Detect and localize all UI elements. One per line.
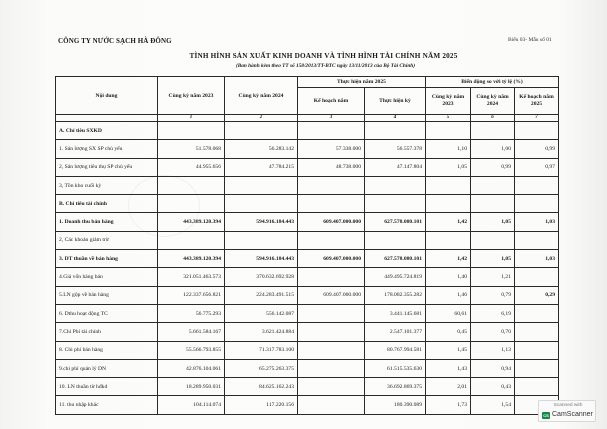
cell-var-plan-2025: 1,03 [515, 213, 559, 231]
cell-same-2024: 117.220.156 [225, 396, 298, 414]
cell-var-2023 [426, 195, 471, 213]
table-row [56, 158, 559, 176]
cell-actual-period: 80.767.994.581 [365, 341, 426, 359]
column-number: 6 [471, 115, 515, 122]
row-label: 8. Chi phí bán hàng [56, 341, 158, 359]
cell-var-2023: 1,46 [426, 286, 471, 304]
cell-var-2023: 1,42 [426, 250, 471, 268]
cell-var-2023 [426, 176, 471, 194]
column-number: 4 [365, 115, 426, 122]
cell-var-plan-2025 [515, 122, 559, 140]
cell-actual-period: 627.578.080.101 [365, 250, 426, 268]
cell-plan-year [298, 176, 365, 194]
cell-plan-year [298, 341, 365, 359]
table-row [56, 323, 559, 341]
row-label: A. Chỉ tiêu SXKD [56, 122, 158, 140]
cell-same-2023: 104.114.074 [158, 396, 225, 414]
cell-plan-year [298, 195, 365, 213]
header-variance: Biến động so với tỷ lệ (%) [426, 77, 559, 88]
row-label: 11. thu nhập khác [56, 396, 158, 414]
report-subtitle: (Ban hành kèm theo TT số 158/2013/TT-BTC ngày 13/11/2013 của Bộ Tài Chính) [235, 63, 416, 69]
cell-same-2024: 594.916.184.443 [225, 250, 298, 268]
cell-actual-period: 627.578.080.101 [365, 213, 426, 231]
column-number-empty [56, 115, 158, 122]
cell-same-2023: 122.337.656.821 [158, 286, 225, 304]
header-same-2023: Cùng kỳ năm 2023 [158, 77, 225, 115]
cell-plan-year [298, 231, 365, 249]
cell-var-2023: 0,45 [426, 323, 471, 341]
table-row [56, 213, 559, 231]
cell-actual-period [365, 231, 426, 249]
row-label: 1. Doanh thu bán hàng [56, 213, 158, 231]
report-title: TÌNH HÌNH SẢN XUẤT KINH DOANH VÀ TÌNH HÌNH TÀI CHÍNH NĂM 2025 [189, 52, 458, 60]
cell-var-2024: 0,94 [471, 359, 515, 377]
cell-same-2024: 224.283.491.515 [225, 286, 298, 304]
column-number: 3 [298, 115, 365, 122]
cell-same-2024 [225, 231, 298, 249]
cell-same-2024: 65.275.263.375 [225, 359, 298, 377]
cell-var-2023: 1,43 [426, 359, 471, 377]
cell-plan-year [298, 323, 365, 341]
table-row [56, 396, 559, 414]
table-row [56, 341, 559, 359]
cell-actual-period [365, 176, 426, 194]
column-number: 2 [225, 115, 298, 122]
cell-same-2024: 370.632.692.928 [225, 268, 298, 286]
table-row [56, 176, 559, 194]
form-code: Biểu 03- Mẫu số 01 [508, 37, 552, 43]
cell-actual-period [365, 122, 426, 140]
cell-var-plan-2025 [515, 195, 559, 213]
cell-actual-period [365, 195, 426, 213]
cell-var-2023: 1,42 [426, 213, 471, 231]
row-label: 7.Chi Phí tài chính [56, 323, 158, 341]
cell-actual-period: 36.692.869.375 [365, 378, 426, 396]
cell-var-2024: 1,54 [471, 396, 515, 414]
cell-same-2023: 56.775.293 [158, 304, 225, 322]
report-table [55, 76, 559, 415]
cell-var-2023: 1,10 [426, 140, 471, 158]
cell-var-2024 [471, 176, 515, 194]
cell-actual-period: 47.147.804 [365, 158, 426, 176]
cell-plan-year: 609.407.000.000 [298, 286, 365, 304]
cell-var-2024: 0,70 [471, 323, 515, 341]
cell-plan-year: 609.407.000.000 [298, 250, 365, 268]
cell-var-2024: 1,05 [471, 213, 515, 231]
table-row [56, 359, 559, 377]
row-label: 1. Sản lượng SX SP chủ yếu [56, 140, 158, 158]
table-row [56, 304, 559, 322]
cell-same-2023: 321.051.463.573 [158, 268, 225, 286]
cell-same-2023: 443.389.120.394 [158, 250, 225, 268]
cell-actual-period: 61.515.535.630 [365, 359, 426, 377]
cell-actual-period: 56.557.378 [365, 140, 426, 158]
cell-var-2024 [471, 122, 515, 140]
column-number: 7 [515, 115, 559, 122]
header-row-top [56, 77, 559, 88]
cell-var-plan-2025: 1,03 [515, 250, 559, 268]
cell-same-2024: 71.317.783.100 [225, 341, 298, 359]
row-label: 4.Giá vốn hàng bán [56, 268, 158, 286]
camscanner-logo-icon: CS [543, 413, 549, 418]
cell-plan-year: 609.407.000.000 [298, 213, 365, 231]
cell-same-2023 [158, 231, 225, 249]
cell-var-plan-2025 [515, 341, 559, 359]
row-label: B. Chỉ tiêu tài chính [56, 195, 158, 213]
cell-same-2023 [158, 176, 225, 194]
cell-same-2024 [225, 176, 298, 194]
header-plan-year: Kế hoạch năm [298, 88, 365, 115]
cell-var-plan-2025: 0,99 [515, 140, 559, 158]
cell-same-2024: 84.625.162.243 [225, 378, 298, 396]
table-row [56, 231, 559, 249]
cell-same-2023: 443.389.120.394 [158, 213, 225, 231]
cell-plan-year [298, 304, 365, 322]
cell-var-2024 [471, 195, 515, 213]
cell-var-2024 [471, 231, 515, 249]
cell-var-2023: 2,01 [426, 378, 471, 396]
cell-var-2024: 0,99 [471, 158, 515, 176]
cell-var-2024: 1,00 [471, 140, 515, 158]
cell-var-2023: 1,05 [426, 158, 471, 176]
cell-var-plan-2025 [515, 378, 559, 396]
header-actual-2025: Thực hiện năm 2025 [298, 77, 426, 88]
cell-actual-period: 180.390.089 [365, 396, 426, 414]
cell-var-plan-2025 [515, 304, 559, 322]
cell-same-2024: 3.621.424.884 [225, 323, 298, 341]
cell-plan-year [298, 396, 365, 414]
header-same-2024: Cùng kỳ năm 2024 [225, 77, 298, 115]
row-label: 9.chi phí quản lý DN [56, 359, 158, 377]
cell-plan-year: 57.338.000 [298, 140, 365, 158]
cell-var-2023: 60,61 [426, 304, 471, 322]
cell-var-2024: 1,05 [471, 250, 515, 268]
camscanner-badge [538, 400, 596, 422]
cell-plan-year [298, 122, 365, 140]
row-label: 3. DT thuần về bán hàng [56, 250, 158, 268]
table-row [56, 195, 559, 213]
table-row [56, 378, 559, 396]
camscanner-name: CamScanner [552, 411, 593, 418]
cell-var-2024: 1,21 [471, 268, 515, 286]
cell-same-2023: 18.289.950.031 [158, 378, 225, 396]
cell-var-plan-2025 [515, 268, 559, 286]
row-label: 2, Các khoản giảm trừ [56, 231, 158, 249]
cell-var-2023: 1,45 [426, 341, 471, 359]
cell-plan-year [298, 359, 365, 377]
cell-same-2024 [225, 122, 298, 140]
cell-same-2023: 51.578.068 [158, 140, 225, 158]
cell-var-2024: 6,19 [471, 304, 515, 322]
cell-var-2024: 0,43 [471, 378, 515, 396]
cell-same-2024 [225, 195, 298, 213]
cell-var-2023: 1,40 [426, 268, 471, 286]
cell-same-2024: 594.916.184.443 [225, 213, 298, 231]
cell-actual-period: 3.441.145.681 [365, 304, 426, 322]
row-label: 3, Tồn kho cuối kỳ [56, 176, 158, 194]
cell-same-2024: 47.784.215 [225, 158, 298, 176]
cell-var-plan-2025: 0,29 [515, 286, 559, 304]
cell-var-plan-2025 [515, 359, 559, 377]
row-label: 6. Dthu hoạt động TC [56, 304, 158, 322]
cell-plan-year [298, 378, 365, 396]
cell-same-2023 [158, 195, 225, 213]
cell-var-plan-2025: 0,97 [515, 158, 559, 176]
row-label: 5.LN gộp về bán hàng [56, 286, 158, 304]
cell-var-plan-2025 [515, 323, 559, 341]
cell-same-2024: 556.142.087 [225, 304, 298, 322]
scanned-with-text: Scanned with [553, 403, 583, 408]
cell-plan-year [298, 268, 365, 286]
row-label: 2, Sản lượng tiêu thụ SP chủ yếu [56, 158, 158, 176]
cell-plan-year: 48.738.000 [298, 158, 365, 176]
table-row [56, 140, 559, 158]
column-number: 1 [158, 115, 225, 122]
header-var-plan-2025: Kế hoạch năm 2025 [515, 88, 559, 115]
cell-same-2024: 56.283.142 [225, 140, 298, 158]
cell-same-2023: 5.661.584.167 [158, 323, 225, 341]
cell-var-2023: 1,73 [426, 396, 471, 414]
cell-var-plan-2025 [515, 231, 559, 249]
table-row [56, 268, 559, 286]
header-var-2024: Cùng kỳ năm 2024 [471, 88, 515, 115]
company-name: CÔNG TY NƯỚC SẠCH HÀ ĐÔNG [58, 37, 172, 45]
cell-same-2023 [158, 122, 225, 140]
cell-actual-period: 178.082.355.282 [365, 286, 426, 304]
cell-same-2023: 44.955.656 [158, 158, 225, 176]
cell-var-2024: 1,13 [471, 341, 515, 359]
cell-var-2023 [426, 122, 471, 140]
cell-actual-period: 2.547.101.377 [365, 323, 426, 341]
table-row [56, 286, 559, 304]
column-number-row [56, 115, 559, 122]
table-row [56, 122, 559, 140]
header-var-2023: Cùng kỳ năm 2023 [426, 88, 471, 115]
cell-var-2023 [426, 231, 471, 249]
row-label: 10. LN thuần từ hđkd [56, 378, 158, 396]
cell-var-plan-2025 [515, 176, 559, 194]
column-number: 5 [426, 115, 471, 122]
header-content: Nội dung [56, 77, 158, 115]
cell-same-2023: 55.566.793.855 [158, 341, 225, 359]
cell-same-2023: 42.876.104.061 [158, 359, 225, 377]
cell-actual-period: 449.495.724.819 [365, 268, 426, 286]
cell-var-2024: 0,79 [471, 286, 515, 304]
table-row [56, 250, 559, 268]
header-actual-period: Thực hiện kỳ [365, 88, 426, 115]
